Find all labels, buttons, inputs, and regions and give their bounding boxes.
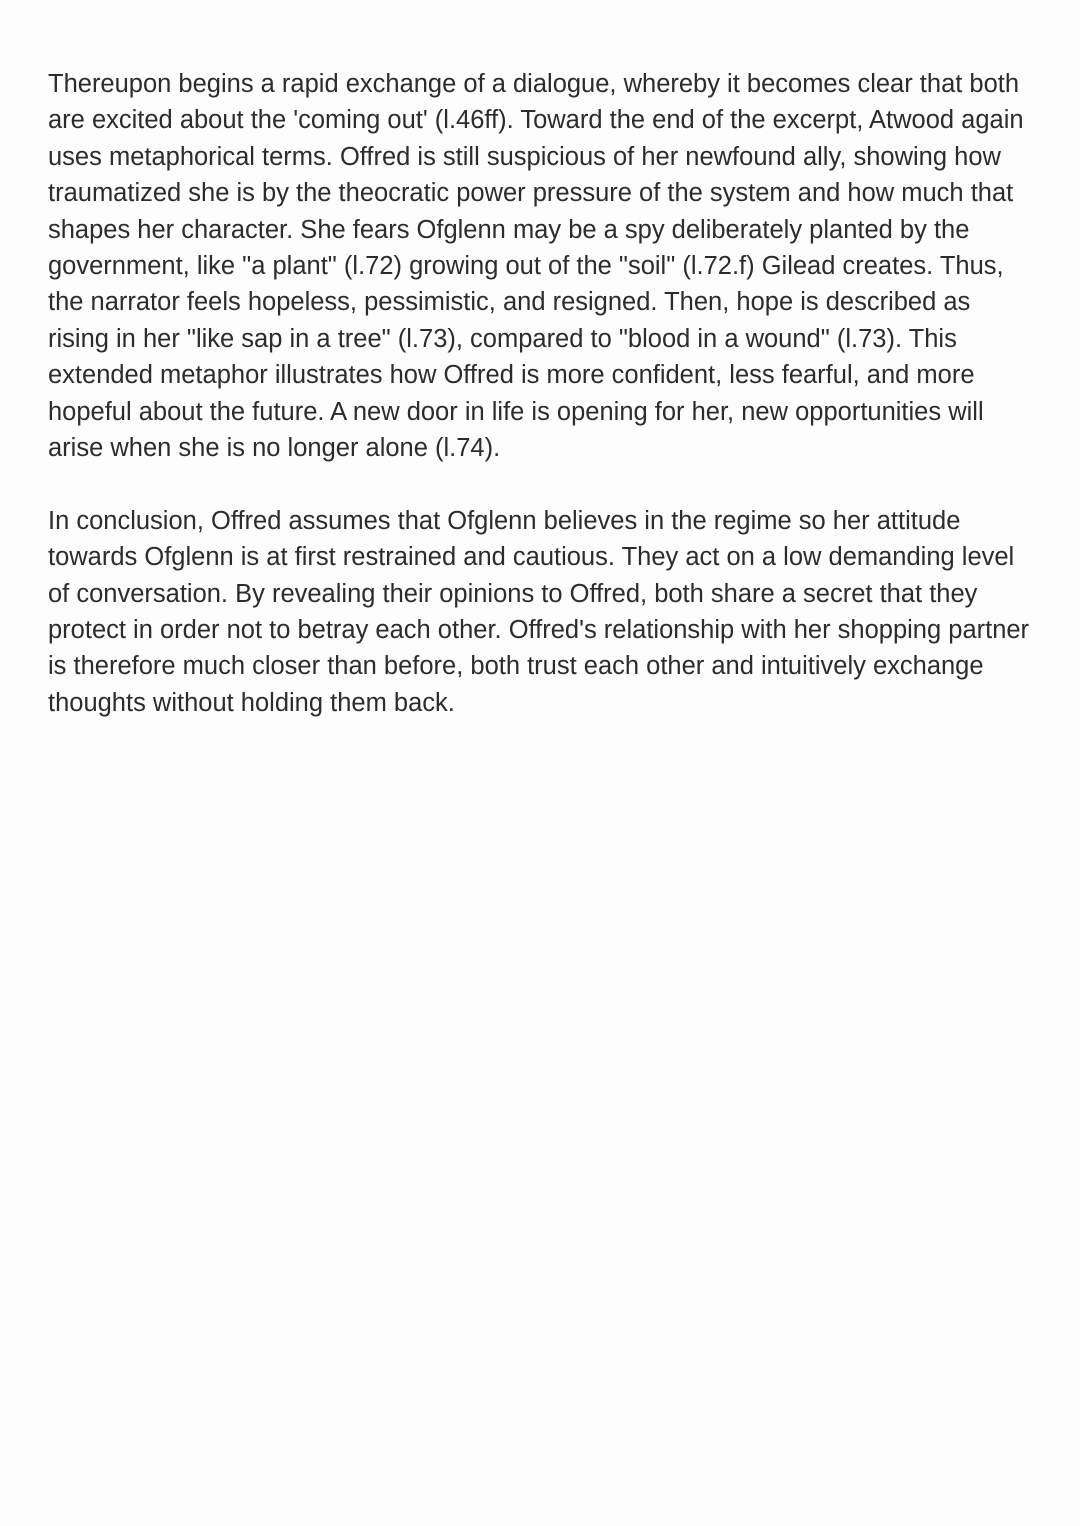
- conclusion-paragraph: In conclusion, Offred assumes that Ofglenn believes in the regime so her attitude towards Ofglenn is at first restrained and cautious. They act on a low demanding level of conversation. By revealing their opinions to Offred, both share a secret that they protect in order not to betray each other. Offred's relationship with her shopping partner is therefore much closer than before, both trust each other and intuitively exchange thoughts without holding them back.: [48, 506, 1030, 717]
- body-paragraph: Thereupon begins a rapid exchange of a dialogue, whereby it becomes clear that both are excited about the 'coming out' (l.46ff). Toward the end of the excerpt, Atwood again uses metaphorical terms. Offred is still suspicious of her newfound ally, showing how traumatized she is by the theocratic power pressure of the system and how much that shapes her character. She fears Ofglenn may be a spy deliberately planted by the government, like "a plant" (l.72) growing out of the "soil" (l.72.f) Gilead creates. Thus, the narrator feels hopeless, pessimistic, and resigned. Then, hope is described as rising in her "like sap in a tree" (l.73), compared to "blood in a wound" (l.73). This extended metaphor illustrates how Offred is more confident, less fearful, and more hopeful about the future. A new door in life is opening for her, new opportunities will arise when she is no longer alone (l.74).: [48, 70, 1024, 463]
